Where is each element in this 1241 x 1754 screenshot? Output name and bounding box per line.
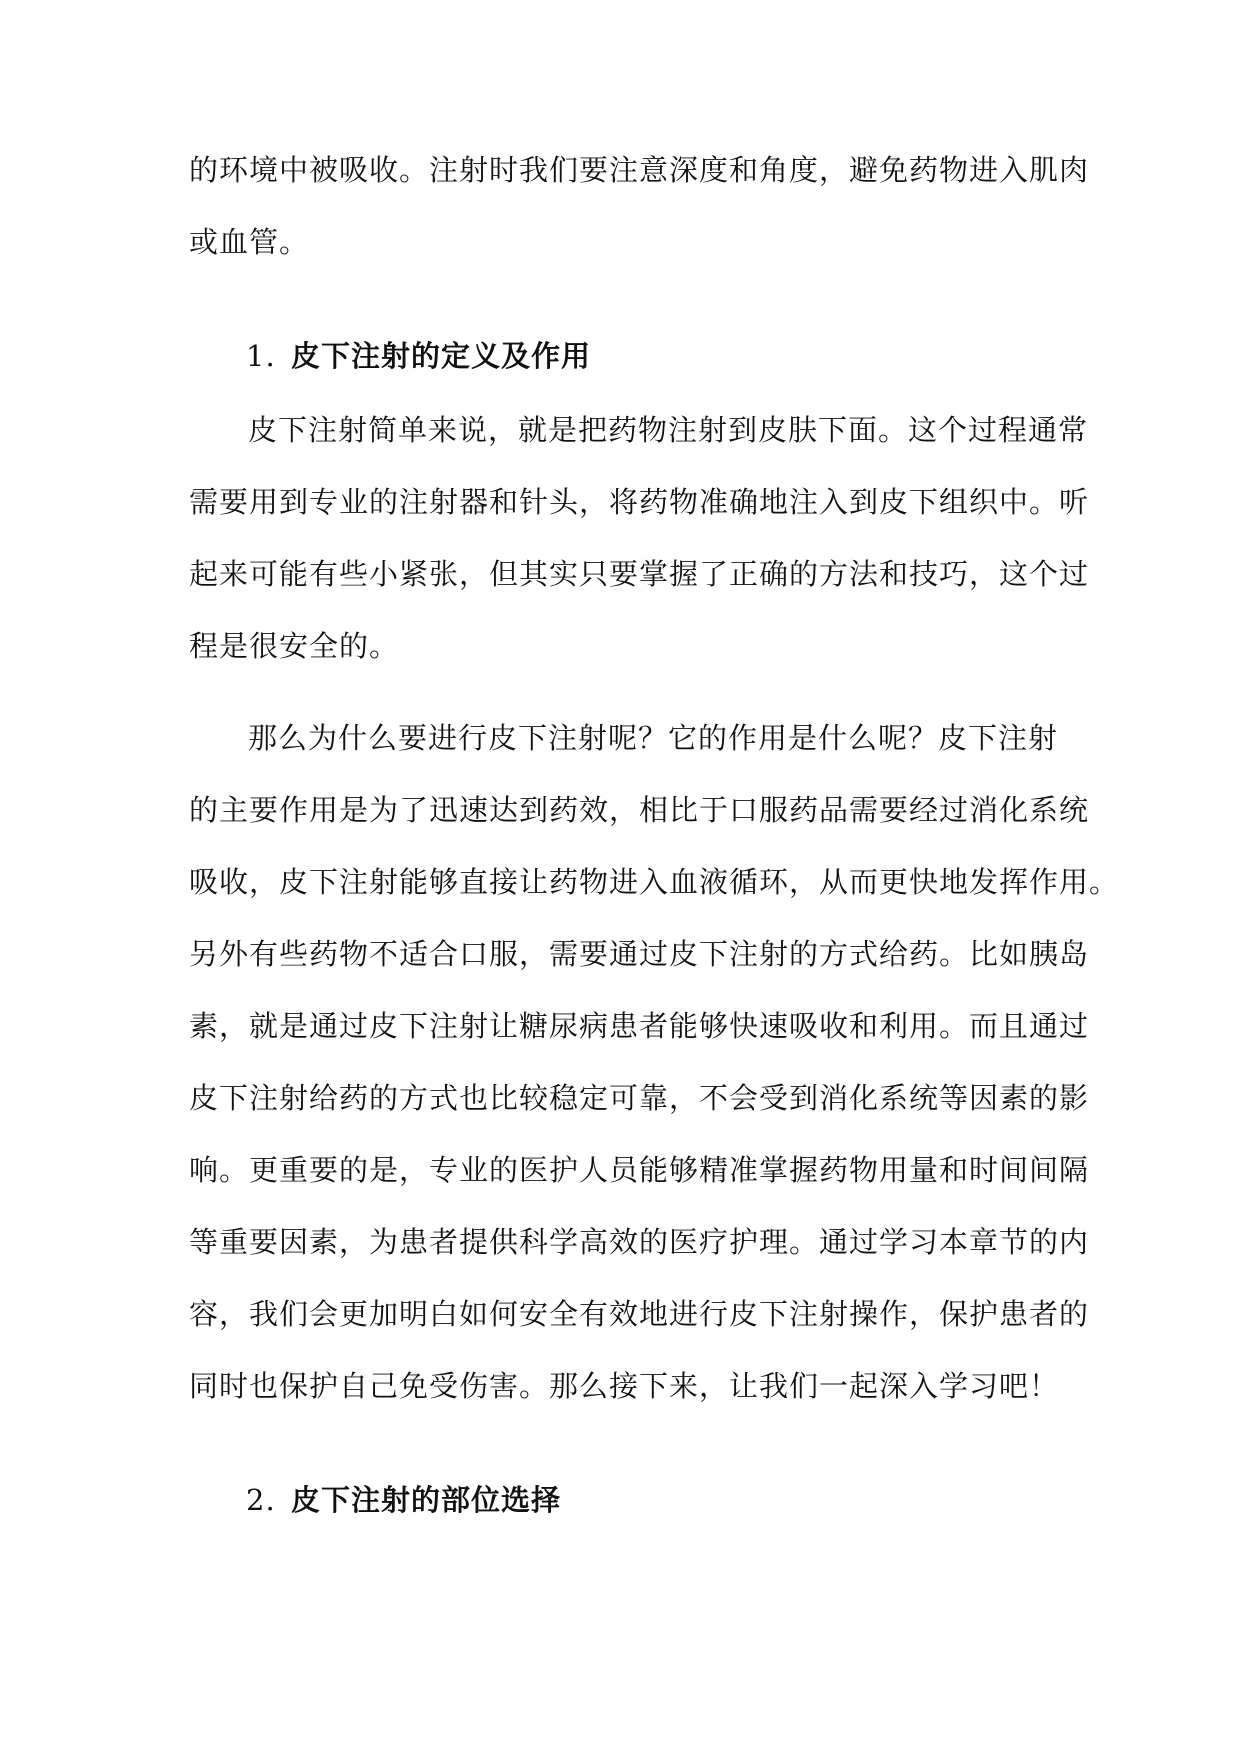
section-number: 1. bbox=[246, 339, 276, 373]
paragraph-line: 容，我们会更加明白如何安全有效地进行皮下注射操作，保护患者的 bbox=[189, 1297, 1090, 1331]
paragraph-line: 同时也保护自己免受伤害。那么接下来，让我们一起深入学习吧！ bbox=[189, 1369, 1060, 1403]
section-heading-1 bbox=[246, 336, 591, 376]
paragraph-line: 起来可能有些小紧张，但其实只要掌握了正确的方法和技巧，这个过 bbox=[189, 557, 1090, 591]
paragraph-line: 皮下注射给药的方式也比较稳定可靠，不会受到消化系统等因素的影 bbox=[189, 1081, 1090, 1115]
paragraph-line: 响。更重要的是，专业的医护人员能够精准掌握药物用量和时间间隔 bbox=[189, 1153, 1090, 1187]
section-title: 皮下注射的定义及作用 bbox=[291, 339, 592, 373]
paragraph-line: 需要用到专业的注射器和针头，将药物准确地注入到皮下组织中。听 bbox=[189, 485, 1090, 519]
intro-line: 的环境中被吸收。注射时我们要注意深度和角度，避免药物进入肌肉 bbox=[189, 153, 1090, 187]
paragraph-line: 程是很安全的。 bbox=[189, 629, 400, 663]
paragraph-line: 另外有些药物不适合口服，需要通过皮下注射的方式给药。比如胰岛 bbox=[189, 937, 1090, 971]
paragraph-line: 的主要作用是为了迅速达到药效，相比于口服药品需要经过消化系统 bbox=[189, 793, 1090, 827]
section-number: 2. bbox=[246, 1483, 276, 1517]
section-heading-2 bbox=[246, 1480, 561, 1520]
paragraph-line: 素，就是通过皮下注射让糖尿病患者能够快速吸收和利用。而且通过 bbox=[189, 1009, 1090, 1043]
intro-line: 或血管。 bbox=[189, 225, 310, 259]
paragraph-line: 吸收，皮下注射能够直接让药物进入血液循环，从而更快地发挥作用。 bbox=[189, 865, 1120, 899]
paragraph-line: 那么为什么要进行皮下注射呢？它的作用是什么呢？皮下注射 bbox=[248, 721, 1059, 755]
paragraph-line: 等重要因素，为患者提供科学高效的医疗护理。通过学习本章节的内 bbox=[189, 1225, 1090, 1259]
section-title: 皮下注射的部位选择 bbox=[291, 1483, 562, 1517]
paragraph-line: 皮下注射简单来说，就是把药物注射到皮肤下面。这个过程通常 bbox=[248, 413, 1089, 447]
